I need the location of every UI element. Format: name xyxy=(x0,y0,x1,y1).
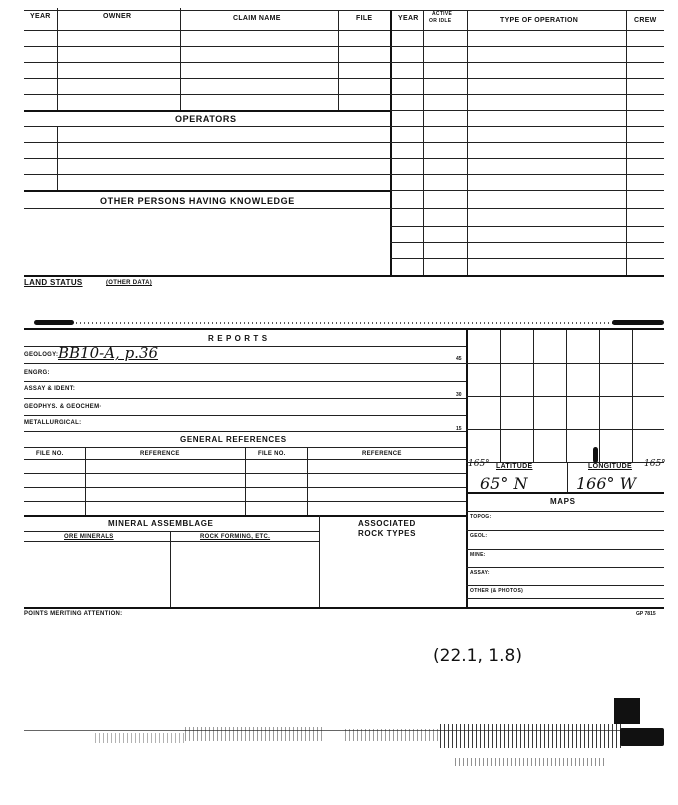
latitude-corner-note: 165° xyxy=(468,459,490,469)
form-number: GP 7815 xyxy=(636,611,656,617)
owner-header: OWNER xyxy=(103,13,132,20)
col-sep xyxy=(467,10,468,276)
latitude-value: 65° N xyxy=(480,474,528,493)
land-status-sub: (OTHER DATA) xyxy=(106,280,153,286)
mineral-assemblage-heading: MINERAL ASSEMBLAGE xyxy=(108,519,214,528)
table-row xyxy=(466,511,664,512)
table-row xyxy=(24,415,466,416)
table-row xyxy=(390,258,664,259)
table-row xyxy=(24,190,390,192)
table-row xyxy=(24,142,390,143)
active-header: ACTIVE xyxy=(432,11,453,17)
scan-noise xyxy=(95,733,185,743)
file-no-header: FILE NO. xyxy=(36,451,64,457)
col-sep xyxy=(567,462,568,492)
claims-year-header: YEAR xyxy=(30,13,51,20)
mine-label: MINE: xyxy=(470,552,486,558)
table-row xyxy=(24,381,466,382)
col-sep xyxy=(423,10,424,276)
topog-label: TOPOG: xyxy=(470,514,492,520)
table-row xyxy=(390,174,664,175)
table-row xyxy=(390,78,664,79)
col-sep xyxy=(338,10,339,30)
col-sep xyxy=(85,447,86,515)
scan-block xyxy=(620,728,664,746)
col-sep xyxy=(57,30,58,110)
table-row xyxy=(24,94,390,95)
scan-smudge xyxy=(593,447,598,463)
operators-heading: OPERATORS xyxy=(175,114,237,124)
longitude-value: 166° W xyxy=(576,474,637,493)
table-row xyxy=(24,531,319,532)
table-row xyxy=(24,46,390,47)
rock-types-label: ROCK TYPES xyxy=(358,529,417,538)
or-idle-header: OR IDLE xyxy=(429,18,452,24)
table-row xyxy=(390,158,664,159)
table-row xyxy=(466,549,664,550)
metallurgical-label: METALLURGICAL: xyxy=(24,420,82,426)
table-row xyxy=(390,126,664,127)
table-row xyxy=(24,62,390,63)
geology-value: BB10-A, p.36 xyxy=(58,344,159,362)
table-row xyxy=(390,190,664,191)
table-row xyxy=(24,473,466,474)
maps-heading: MAPS xyxy=(550,497,576,506)
points-meriting-attention: POINTS MERITING ATTENTION: xyxy=(24,611,123,617)
geology-label: GEOLOGY: xyxy=(24,352,59,358)
table-row xyxy=(24,501,466,502)
col-sep xyxy=(180,30,181,110)
table-row xyxy=(24,431,466,432)
ore-minerals-header: ORE MINERALS xyxy=(64,534,114,540)
scan-noise xyxy=(440,724,624,748)
latitude-label: LATITUDE xyxy=(496,463,533,470)
longitude-corner-note: 165° xyxy=(644,459,666,469)
table-row xyxy=(390,46,664,47)
claim-name-header: CLAIM NAME xyxy=(233,15,281,22)
geophys-label: GEOPHYS. & GEOCHEM· xyxy=(24,404,102,410)
grid-line xyxy=(466,396,664,397)
rock-forming-header: ROCK FORMING, ETC. xyxy=(200,534,271,540)
land-status-label: LAND STATUS xyxy=(24,278,83,287)
table-row xyxy=(24,398,466,399)
reference-header-2: REFERENCE xyxy=(362,451,402,457)
grid-line xyxy=(466,363,664,364)
scale-30: 30 xyxy=(456,392,462,398)
scan-noise xyxy=(455,758,605,766)
col-sep xyxy=(338,30,339,110)
table-row xyxy=(24,487,466,488)
table-row xyxy=(24,208,390,209)
other-photos-label: OTHER (& PHOTOS) xyxy=(470,588,524,594)
scan-noise xyxy=(345,729,440,741)
col-sep xyxy=(626,10,627,276)
grid-line xyxy=(466,429,664,430)
table-row xyxy=(390,226,664,227)
table-row xyxy=(390,94,664,95)
crew-header: CREW xyxy=(634,17,657,24)
table-row xyxy=(24,110,390,112)
table-row xyxy=(466,530,664,531)
file-header: FILE xyxy=(356,15,373,22)
scan-block xyxy=(614,698,640,724)
header-underline xyxy=(24,30,664,31)
general-references-heading: GENERAL REFERENCES xyxy=(180,435,287,444)
table-row xyxy=(24,363,466,364)
reference-header: REFERENCE xyxy=(140,451,180,457)
table-row xyxy=(466,585,664,586)
reports-top-line xyxy=(24,328,664,330)
table-row xyxy=(24,541,319,542)
table-row xyxy=(24,126,390,127)
col-sep xyxy=(170,531,171,607)
table-row xyxy=(390,110,664,111)
col-sep xyxy=(319,515,320,607)
scan-smudge xyxy=(612,320,664,325)
table-row xyxy=(466,598,664,599)
scale-15: 15 xyxy=(456,426,462,432)
scan-noise xyxy=(76,322,616,324)
col-sep xyxy=(307,447,308,515)
col-sep xyxy=(57,8,58,30)
reports-heading: R E P O R T S xyxy=(208,334,268,343)
scan-smudge xyxy=(34,320,74,325)
table-row xyxy=(24,174,390,175)
type-of-operation-header: TYPE OF OPERATION xyxy=(500,17,579,24)
table-row xyxy=(24,78,390,79)
table-row xyxy=(390,208,664,209)
table-row xyxy=(24,158,390,159)
engrg-label: ENGRG: xyxy=(24,370,50,376)
col-sep xyxy=(245,447,246,515)
geol-label: GEOL: xyxy=(470,533,488,539)
assay-label: ASSAY: xyxy=(470,570,490,576)
top-border-line xyxy=(24,10,664,11)
scale-45: 45 xyxy=(456,356,462,362)
ops-year-header: YEAR xyxy=(398,15,419,22)
table-row xyxy=(466,567,664,568)
section-divider xyxy=(390,10,392,276)
assay-ident-label: ASSAY & IDENT: xyxy=(24,386,76,392)
table-row xyxy=(390,62,664,63)
bottom-rule xyxy=(24,607,664,609)
associated-label: ASSOCIATED xyxy=(358,519,416,528)
section-bottom-line xyxy=(24,275,664,277)
col-sep xyxy=(180,8,181,30)
table-row xyxy=(24,515,466,517)
handwritten-coordinates: (22.1, 1.8) xyxy=(433,646,522,666)
other-persons-heading: OTHER PERSONS HAVING KNOWLEDGE xyxy=(100,196,295,206)
table-row xyxy=(390,142,664,143)
maps-top-line xyxy=(466,492,664,494)
scan-noise xyxy=(185,727,325,741)
longitude-label: LONGITUDE xyxy=(588,463,632,470)
table-row xyxy=(390,242,664,243)
file-no-header-2: FILE NO. xyxy=(258,451,286,457)
